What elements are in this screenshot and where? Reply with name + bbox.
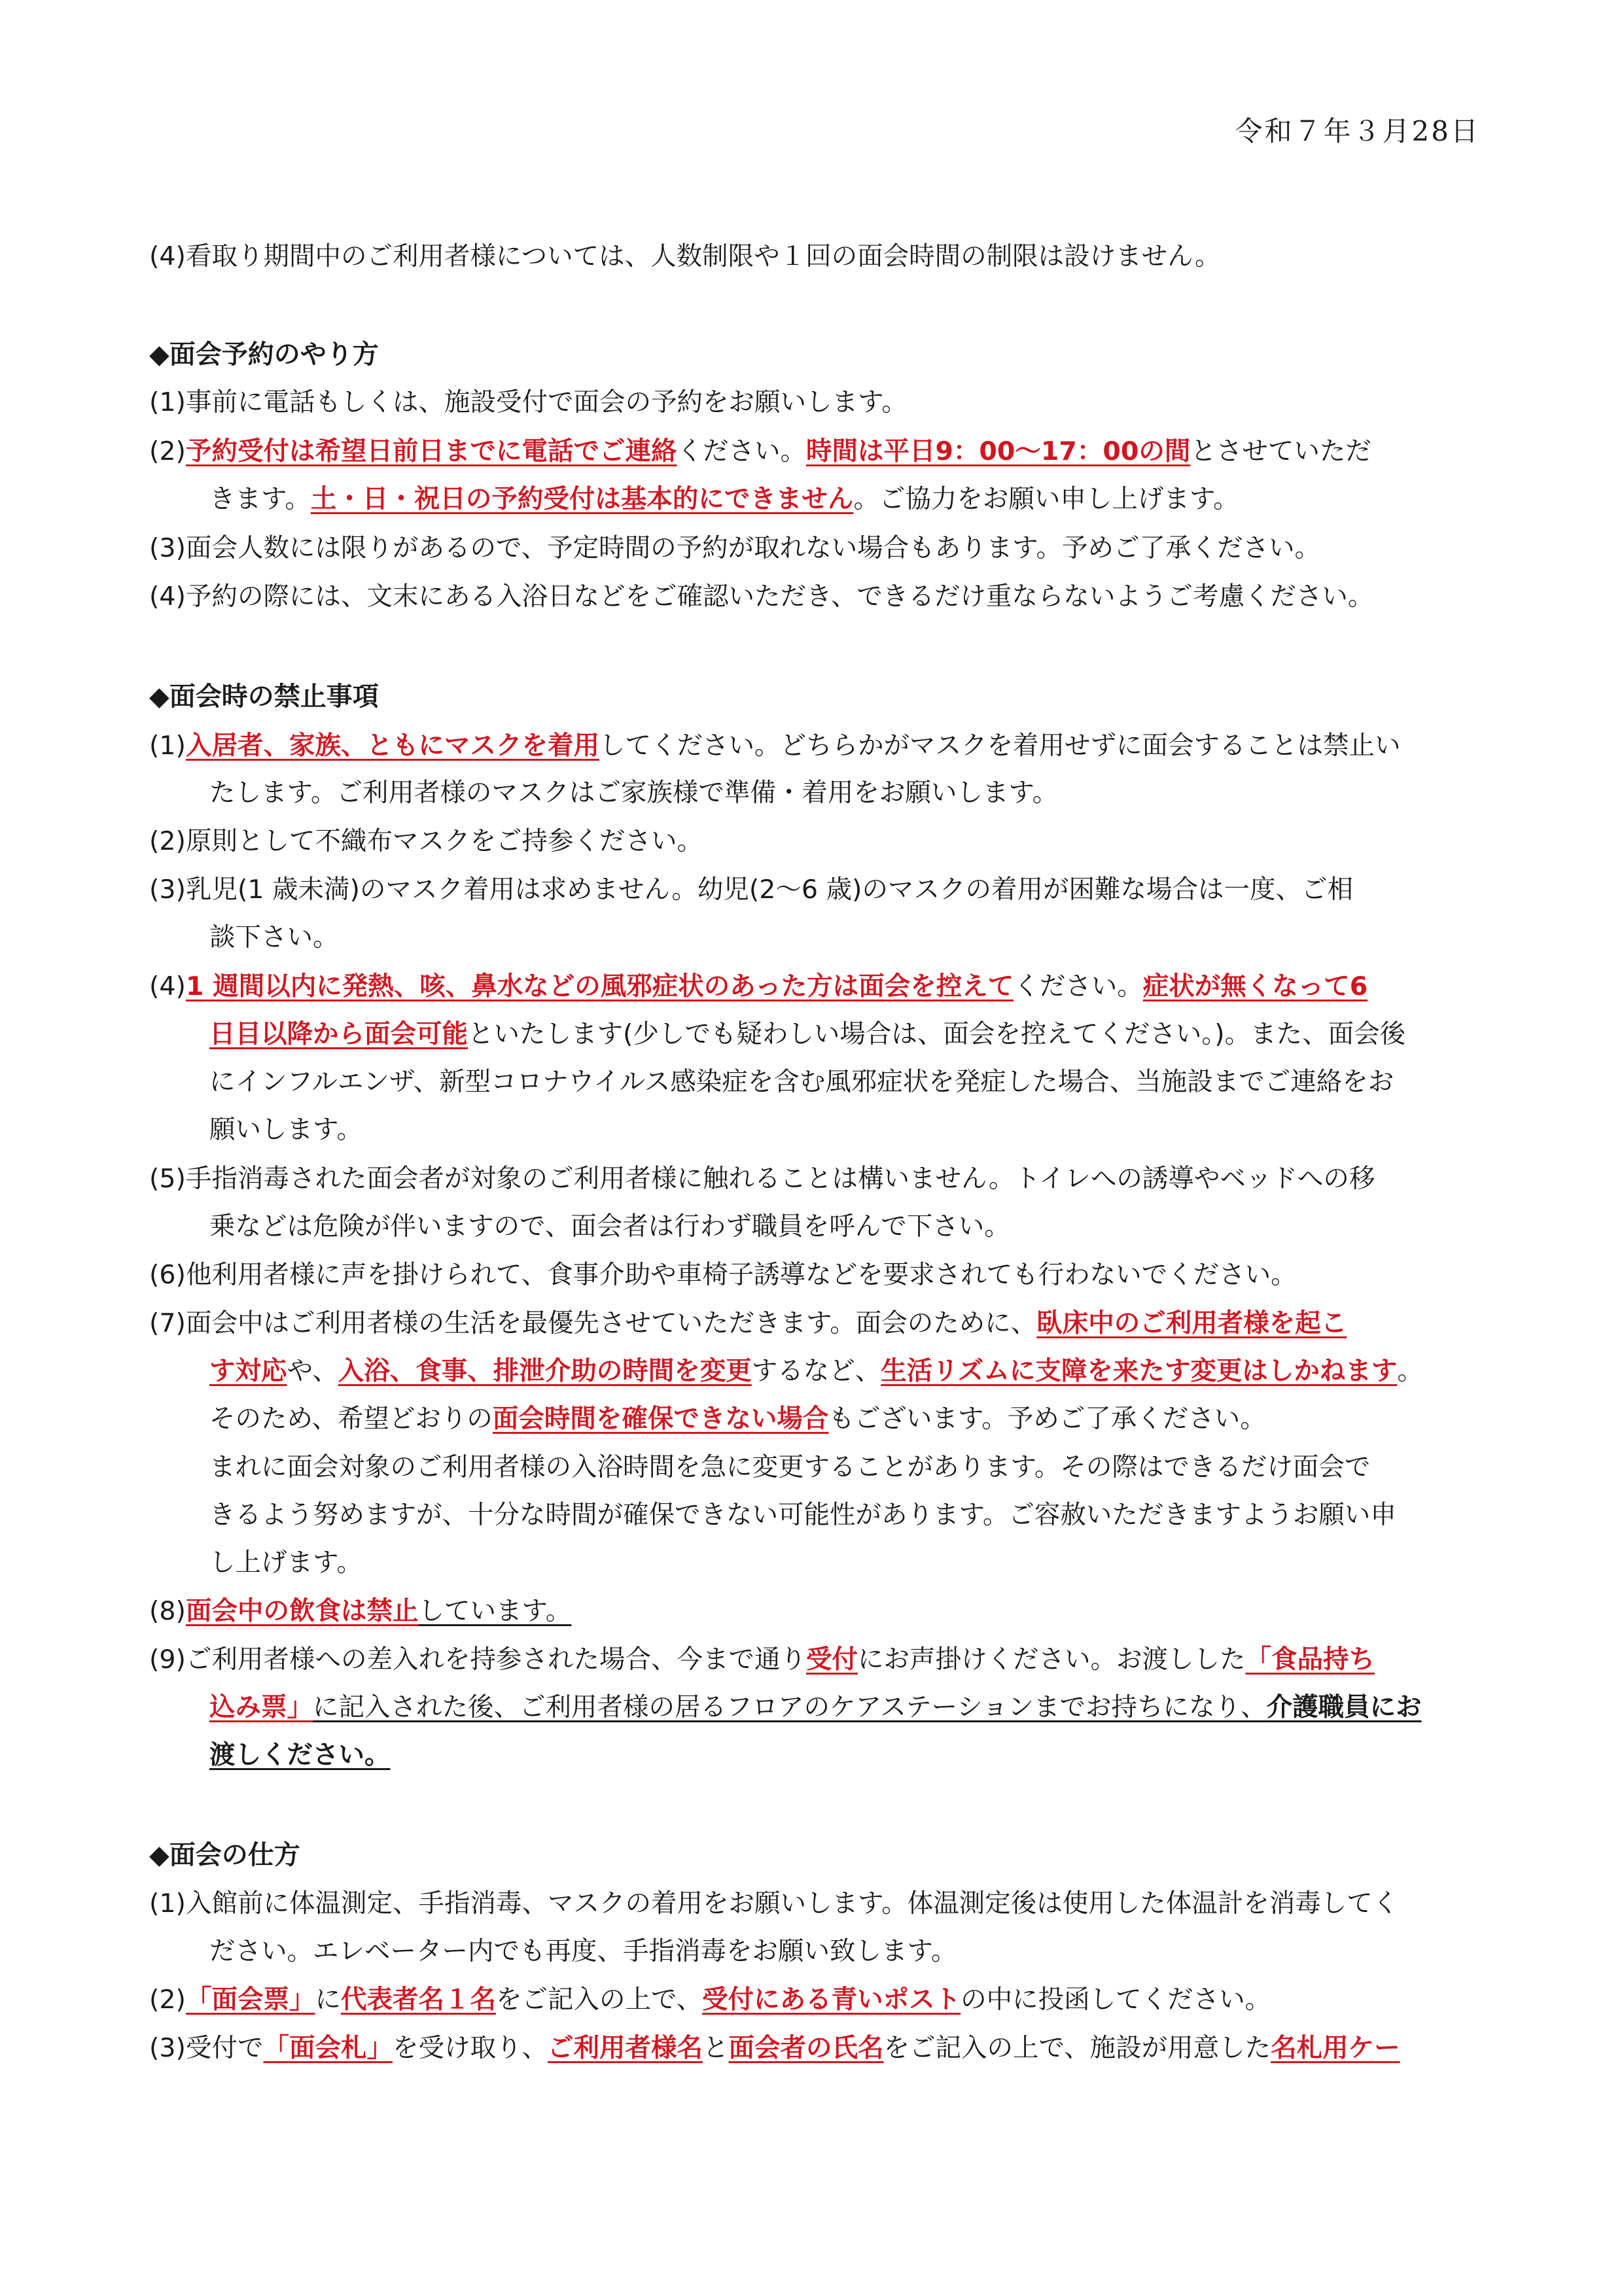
item-prohibited-3 [149, 871, 1353, 908]
emphasized-text: 時間は平日9：00～17：00の間 [805, 436, 1191, 466]
emphasized-text: 名札用ケー [1271, 2033, 1400, 2063]
emphasized-text: 1 週間以内に発熱、咳、鼻水などの風邪症状のあった方は面会を控えて [185, 971, 1014, 1001]
text-segment: (3)受付で [149, 2033, 264, 2063]
item-prohibited-7-cont-4 [209, 1497, 1396, 1533]
text-segment: まれに面会対象のご利用者様の入浴時間を急に変更することがあります。その際はできるだけ面会で [209, 1452, 1371, 1482]
emphasized-text: 「面会札」 [263, 2033, 393, 2063]
text-segment: たします。ご利用者様のマスクはご家族様で準備・着用をお願いします。 [209, 778, 1059, 808]
item-prohibited-7-cont-2 [209, 1400, 1266, 1437]
item-prohibited-1-cont [209, 774, 1058, 811]
text-segment: 。ご協力をお願い申し上げます。 [853, 484, 1239, 514]
text-segment: 介護職員にお [1266, 1692, 1422, 1722]
text-segment: といたします(少しでも疑わしい場合は、面会を控えてください。)。また、面会後 [468, 1019, 1406, 1049]
emphasized-text: 面会者の氏名 [728, 2033, 884, 2063]
item-reservation-3 [149, 530, 1320, 566]
item-prohibited-7-cont-3 [209, 1449, 1370, 1486]
text-segment: を受け取り、 [392, 2033, 548, 2063]
text-segment: ◆面会時の禁止事項 [149, 682, 379, 712]
text-segment: してください。どちらかがマスクを着用せずに面会することは禁止い [599, 731, 1401, 761]
emphasized-text: 面会時間を確保できない場合 [492, 1404, 829, 1434]
item-procedure-3 [149, 2030, 1400, 2066]
text-segment: しています。 [418, 1596, 572, 1626]
text-segment: (1)入館前に体温測定、手指消毒、マスクの着用をお願いします。体温測定後は使用した体温計を消毒してく [149, 1888, 1399, 1919]
text-segment: の中に投函してください。 [961, 1985, 1271, 2015]
text-segment: や、 [287, 1356, 338, 1386]
item-prohibited-7-cont-1 [209, 1353, 1423, 1389]
item-reservation-2 [149, 433, 1371, 470]
text-segment: ◆面会予約のやり方 [149, 339, 379, 370]
text-segment: (1)事前に電話もしくは、施設受付で面会の予約をお願いします。 [149, 387, 908, 417]
text-segment: (6)他利用者様に声を掛けられて、食事介助や車椅子誘導などを要求されても行わないでください。 [149, 1260, 1297, 1290]
section-heading-reservation [149, 336, 379, 373]
text-segment: 。 [1397, 1356, 1423, 1386]
item-prohibited-4-cont-3 [209, 1111, 362, 1148]
emphasized-text: 込み票」 [209, 1692, 313, 1722]
item-procedure-1 [149, 1885, 1398, 1922]
emphasized-text: 入居者、家族、ともにマスクを着用 [185, 731, 599, 761]
text-segment: と [702, 2033, 729, 2063]
emphasized-text: 予約受付は希望日前日までに電話でご連絡 [185, 436, 677, 466]
text-segment: きます。 [209, 484, 311, 514]
text-segment: (2) [149, 436, 186, 466]
emphasized-text: 入浴、食事、排泄介助の時間を変更 [338, 1356, 752, 1386]
item-prohibited-8 [149, 1593, 571, 1629]
text-segment: ださい。エレベーター内でも再度、手指消毒をお願い致します。 [209, 1936, 957, 1966]
text-segment: し上げます。 [209, 1548, 362, 1578]
emphasized-text: 生活リズムに支障を来たす変更はしかねます [881, 1356, 1398, 1386]
section-heading-prohibited [149, 678, 379, 715]
text-segment: (4) [149, 971, 186, 1001]
item-procedure-2 [149, 1981, 1271, 2018]
text-segment: きるよう努めますが、十分な時間が確保できない可能性があります。ご容赦いただきますようお願い申 [209, 1500, 1396, 1530]
text-segment: ◆面会の仕方 [149, 1840, 300, 1870]
document-date: 令和７年３月28日 [1235, 115, 1480, 147]
emphasized-text: 「食品持ち [1245, 1644, 1375, 1675]
text-segment: (7)面会中はご利用者様の生活を最優先させていただきます。面会のために、 [149, 1308, 1037, 1338]
item-prohibited-3-cont [209, 919, 339, 956]
text-segment: をご記入の上で、施設が用意した [883, 2033, 1271, 2063]
emphasized-text: 臥床中のご利用者様を起こ [1036, 1308, 1347, 1338]
emphasized-text: 症状が無くなって6 [1142, 971, 1368, 1001]
item-prohibited-1 [149, 727, 1400, 764]
text-segment: (3)乳児(1 歳未満)のマスク着用は求めません。幼児(2～6 歳)のマスクの着用が困難な場合は一度、ご相 [149, 875, 1353, 905]
text-segment: するなど、 [751, 1356, 881, 1386]
item-reservation-4 [149, 578, 1373, 615]
text-segment: にお声掛けください。お渡しした [857, 1644, 1246, 1675]
item-procedure-1-cont [209, 1933, 957, 1970]
section-heading-procedure [149, 1837, 300, 1873]
text-segment: (5)手指消毒された面会者が対象のご利用者様に触れることは構いません。トイレへの誘導やベッドへの移 [149, 1164, 1375, 1194]
text-segment: ください。 [677, 436, 806, 466]
text-segment: とさせていただ [1190, 436, 1371, 466]
item-prohibited-7-cont-5 [209, 1544, 362, 1581]
text-segment: にインフルエンザ、新型コロナウイルス感染症を含む風邪症状を発症した場合、当施設までご連絡をお [209, 1067, 1394, 1097]
item-prohibited-4-cont-1 [209, 1016, 1405, 1052]
emphasized-text: 面会中の飲食は禁止 [185, 1596, 419, 1626]
text-segment: ください。 [1014, 971, 1143, 1001]
item-reservation-2-cont [209, 481, 1239, 517]
text-segment: (4)看取り期間中のご利用者様については、人数制限や１回の面会時間の制限は設けません。 [149, 241, 1221, 271]
item-prohibited-4 [149, 968, 1368, 1005]
item-prohibited-5 [149, 1160, 1375, 1197]
item-prohibited-9 [149, 1641, 1375, 1678]
item-reservation-1 [149, 384, 908, 421]
text-segment: (2)原則として不織布マスクをご持参ください。 [149, 826, 703, 856]
text-segment: (3)面会人数には限りがあるので、予定時間の予約が取れない場合もあります。予めご了承ください。 [149, 533, 1321, 563]
emphasized-text: 土・日・祝日の予約受付は基本的にできません [310, 484, 854, 514]
item-prohibited-5-cont [209, 1208, 1010, 1245]
text-segment: もございます。予めご了承ください。 [828, 1404, 1266, 1434]
item-prohibited-9-cont-1 [209, 1689, 1422, 1726]
text-segment: (2) [149, 1985, 186, 2015]
text-segment: 渡しください。 [209, 1740, 391, 1770]
emphasized-text: す対応 [209, 1356, 287, 1386]
item-prohibited-4-cont-2 [209, 1064, 1394, 1100]
item-prohibited-7 [149, 1305, 1347, 1342]
emphasized-text: ご利用者様名 [547, 2033, 703, 2063]
text-segment: 乗などは危険が伴いますので、面会者は行わず職員を呼んで下さい。 [209, 1211, 1010, 1242]
text-segment: に [315, 1985, 341, 2015]
text-segment: (9)ご利用者様への差入れを持参された場合、今まで通り [149, 1644, 806, 1675]
text-segment: に記入された後、ご利用者様の居るフロアのケアステーションまでお持ちになり、 [313, 1692, 1267, 1722]
emphasized-text: 代表者名１名 [340, 1985, 496, 2015]
item-visit-rules-4 [149, 238, 1221, 275]
text-segment: をご記入の上で、 [495, 1985, 703, 2015]
text-segment: そのため、希望どおりの [209, 1404, 493, 1434]
text-segment: 談下さい。 [209, 922, 339, 952]
item-prohibited-2 [149, 823, 703, 860]
text-segment: (4)予約の際には、文末にある入浴日などをご確認いただき、できるだけ重ならないようご考慮ください。 [149, 582, 1374, 612]
item-prohibited-9-cont-2 [209, 1737, 391, 1773]
emphasized-text: 受付にある青いポスト [702, 1985, 961, 2015]
text-segment: 願いします。 [209, 1115, 362, 1145]
emphasized-text: 受付 [805, 1644, 858, 1675]
item-prohibited-6 [149, 1257, 1297, 1293]
text-segment: (8) [149, 1596, 186, 1626]
emphasized-text: 「面会票」 [185, 1985, 315, 2015]
text-segment: (1) [149, 731, 186, 761]
emphasized-text: 日目以降から面会可能 [209, 1019, 468, 1049]
